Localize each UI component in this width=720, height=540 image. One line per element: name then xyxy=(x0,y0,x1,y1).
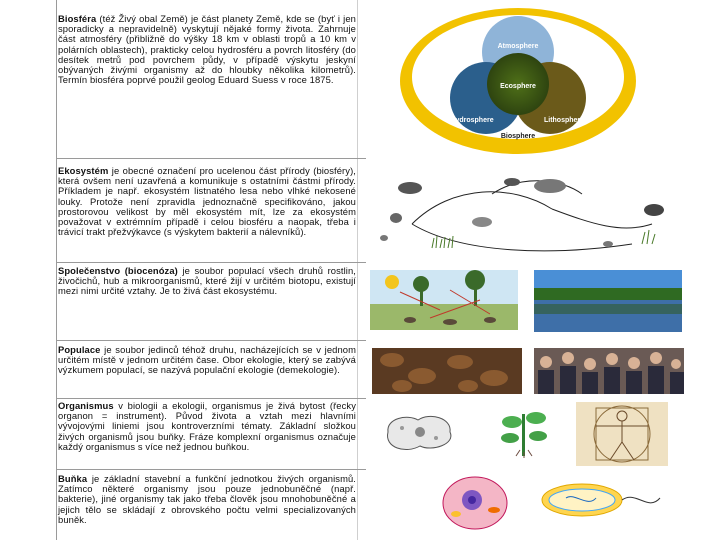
populace-text: je soubor jedinců téhož druhu, nacházejících se v jednom určitém místě v jednom určitém čase. Obor ekologie, který se zabývá výzkumem populací, se nazývá populační ekologie (demekologie). xyxy=(58,344,356,376)
bird-icon xyxy=(534,179,566,193)
lithosphere-label: Lithosphere xyxy=(543,117,585,124)
pond-photo xyxy=(534,270,682,332)
biosphere-diagram xyxy=(398,6,638,156)
section-populace xyxy=(58,345,356,376)
hydrosphere-label: Hydrosphere xyxy=(450,117,494,124)
biosfera-paragraph xyxy=(58,14,356,85)
flagellum xyxy=(622,497,660,503)
bird-icon xyxy=(398,182,422,194)
bacterial-cell-illustration xyxy=(536,480,666,522)
left-rule xyxy=(56,0,57,540)
divider xyxy=(56,469,366,470)
bunka-paragraph xyxy=(58,474,356,525)
divider xyxy=(56,340,366,341)
spolecenstvo-paragraph xyxy=(58,266,356,297)
organismus-paragraph xyxy=(58,401,356,452)
biocenosis-illustration xyxy=(370,270,518,330)
vitruvian-man-illustration xyxy=(576,402,668,466)
divider xyxy=(56,398,366,399)
biosfera-term: Biosféra xyxy=(58,13,97,24)
section-organismus xyxy=(58,401,356,452)
bunka-term: Buňka xyxy=(58,473,88,484)
divider xyxy=(56,158,366,159)
populace-term: Populace xyxy=(58,344,101,355)
atmosphere-label: Atmosphere xyxy=(497,43,539,50)
populace-paragraph xyxy=(58,345,356,376)
biosphere-label: Biosphere xyxy=(500,133,536,140)
ecosystem-illustration xyxy=(372,164,672,256)
biosfera-text: (též Živý obal Země) je část planety Země, kde se (byť i jen sporadicky a nepravidelně) vyskytují nějaké formy života. Zahrnuje část atmosféry (přibližně do výšky 18 km v oblasti tropů a 10 km v polárních oblastech), prakticky celou hydrosféru a povrch litosféry (do desítek metrů pod povrchem půdy, v případě výskytu jeskyní obývaných živými organismy až do hloubky několika kilometrů). Termín biosféra poprvé použil geolog Eduard Suess v roce 1875. xyxy=(58,13,356,86)
section-spolecenstvo xyxy=(58,266,356,297)
column-rule xyxy=(357,0,358,540)
sun-icon xyxy=(385,275,399,289)
bees-photo xyxy=(372,348,522,394)
organismus-text: v biologii a ekologii, organismus je živá bytost (řecky organon = instrument). Původ života a vztah mezi hlavními vývojovými liniemi jsou kontroverzními tématy. Základní složkou živých organismů jsou buňky. Fráze komplexní organismus označuje každý organismus s více než jednou buňkou. xyxy=(58,400,356,452)
skunk-icon xyxy=(644,204,664,216)
section-ekosystem xyxy=(58,166,356,237)
ekosystem-paragraph xyxy=(58,166,356,237)
plant-illustration xyxy=(494,404,554,460)
ekosystem-text: je obecné označení pro ucelenou část přírody (biosféry), která ovšem není uzavřená a komunikuje s ostatními částmi přírody. Příkladem je např. ekosystém listnatého lesa nebo vlhké nekosené louky. Protože není zpravidla jednoznačně specifikováno, jakou prostorovou velikost by měl ekosystém mít, lze za ekosystém považovat v extrémním případě i celou biosféru a naopak, třeba i trávicí trakt přežvýkavce (s výskytem bakterií a nálevníků). xyxy=(58,165,356,238)
amoeba-illustration xyxy=(378,410,460,454)
organismus-term: Organismus xyxy=(58,400,114,411)
ekosystem-term: Ekosystém xyxy=(58,165,109,176)
ecosphere-label: Ecosphere xyxy=(500,83,536,90)
spolecenstvo-text: je soubor populací všech druhů rostlin, živočichů, hub a mikroorganismů, které žijí v určitém biotopu, existují mezi nimi určité vztahy. Je to živá část ekosystému. xyxy=(58,265,357,297)
spolecenstvo-term: Společenstvo (biocenóza) xyxy=(58,265,178,276)
section-bunka xyxy=(58,474,356,525)
animal-cell-illustration xyxy=(440,474,510,532)
crowd-photo xyxy=(534,348,684,394)
bunka-text: je základní stavební a funkční jednotkou živých organismů. Zatímco některé organismy jsou pouze jednobuněčné (např. bakterie), jiné organismy tak jako třeba člověk jsou mnohobuněčné a jejich tělo se skládají z obrovského počtu velmi specializovaných buněk. xyxy=(58,473,356,525)
divider xyxy=(56,262,366,263)
fox-icon xyxy=(472,217,492,227)
section-biosfera xyxy=(58,14,356,85)
